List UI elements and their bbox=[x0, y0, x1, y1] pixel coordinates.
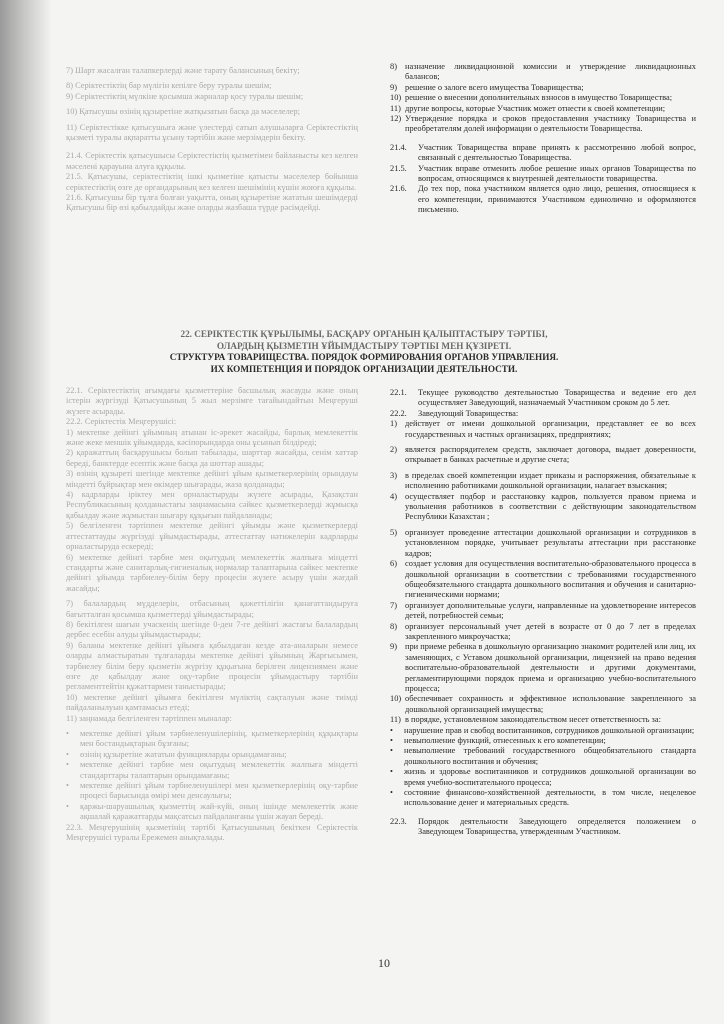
bullet-item: • нарушение прав и свобод воспитанников, сотрудников дошкольной организации; bbox=[390, 725, 695, 735]
kz-line: 8) Серіктестіктің бар мүлігін кепілге беру туралы шешім; bbox=[66, 81, 272, 91]
list-item: 4) осуществляет подбор и расстановку кадров, пользуется правом приема и увольнения работников в соответствии с действующим законодательством Республики Казахстан ; bbox=[390, 491, 696, 522]
kz-line: 7) Шарт жасалған талапкерлерді және тарату балансының бекіту; bbox=[66, 66, 300, 75]
list-item: 6) создает условия для осуществления воспитательно-образовательного процесса в дошкольной организации в соответствии с требованиями государственного общеобязательного стандарта дошкольного воспитания и обучения и санитарно-гигиеническими нормами; bbox=[390, 559, 696, 600]
paragraph: 22.3. Порядок деятельности Заведующего определяется положением о Заведующем Товарищества, утвержденным Участником. bbox=[390, 816, 696, 837]
heading-ru-line2: ИХ КОМПЕТЕНЦИЯ И ПОРЯДОК ОРГАНИЗАЦИИ ДЕЯТЕЛЬНОСТИ. bbox=[210, 363, 518, 374]
kz-item: 3) өзінің құзыреті шегінде мектепке дейінгі ұйым қызметкерлерінің орындауы міндетті бұйрықтар мен өкімдер шығарады, жаза қолданады; bbox=[66, 469, 358, 489]
kz-bullet: • өзінің құзыретіне жататын функцияларды орындамағаны; bbox=[66, 749, 287, 759]
kz-line: 9) Серіктестіктің мүлкіне қосымша жарналар қосу туралы шешім; bbox=[66, 91, 304, 101]
kz-item: 10) мектепке дейінгі ұйымға бекітілген мүліктің сақталуын және тиімді пайдаланылуын қамтамасыз етеді; bbox=[66, 692, 358, 713]
kz-item: 1) мектепке дейінгі ұйымның атынан іс-әрекет жасайды, барлық мемлекеттік және жеке меншік ұйымдарда, кәсіпорындарда оны ұсынып білдіреді; bbox=[66, 427, 358, 448]
kz-bullet: • мектепке дейінгі ұйым тәрбиеленушілерінің, қызметкерлерінің құқықтары мен бостандықтарын бұзғаны; bbox=[66, 729, 358, 749]
kz-para: 21.6. Қатысушы бір тұлға болған уақытта, оның құзыретіне жататын шешімдерді Қатысушы бір өзі қабылдайды және оларды жазбаша түрде рәсімдейді. bbox=[66, 193, 358, 213]
list-item: 1) действует от имени дошкольной организации, представляет ее во всех государственных и частных организациях, предприятиях; bbox=[390, 419, 696, 439]
kz-item: 8) бекітілген шағын учаскенің шегінде 0-ден 7-ге дейінгі жастағы балалардың дербес есебін алуды ұйымдастырады; bbox=[66, 619, 358, 640]
list-item: 11) в порядке, установленном законодательством несет ответственность за: bbox=[390, 715, 661, 725]
list-item: 10) решение о внесении дополнительных взносов в имущество Товарищества; bbox=[390, 93, 673, 103]
heading-kz-line1: 22. СЕРІКТЕСТІК ҚҰРЫЛЫМЫ, БАСҚАРУ ОРГАНЫН ҚАЛЫПТАСТЫРУ ТӘРТІБІ, bbox=[180, 329, 548, 339]
kz-item: 4) кадрларды іріктеу мен орналастыруды жүзеге асырады, Қазақстан Республикасының қолданыстағы заңнамасына сәйкес қызметкерлерді жұмысқа қабылдау және жұмыстан шығару құқығын пайдаланады; bbox=[66, 490, 358, 520]
scan-edge-shadow bbox=[0, 0, 52, 1024]
bullet-item: • невыполнение функций, отнесенных к его компетенции; bbox=[390, 736, 606, 745]
paragraph: 22.1. Текущее руководство деятельностью Товарищества и ведение его дел осуществляет Заведующий, назначаемый Участником сроком до 5 лет. bbox=[390, 388, 696, 408]
heading-kz-line2: ОЛАРДЫҢ ҚЫЗМЕТІН ҰЙЫМДАСТЫРУ ТӘРТІБІ МЕН ҚҰЗІРЕТІ. bbox=[216, 340, 512, 351]
left-top-column bbox=[66, 66, 358, 214]
list-item: 7) организует дополнительные услуги, направленные на удовлетворение интересов детей, потребностей семьи; bbox=[390, 600, 696, 621]
list-item: 3) в пределах своей компетенции издает приказы и распоряжения, обязательные к исполнению работниками дошкольной организации, налагает взыскания; bbox=[390, 470, 696, 491]
kz-bullet: • мектепке дейінгі тәрбие мен оқытудың мемлекеттік жалпыға міндетті стандарттары талаптарын орындамағаны; bbox=[66, 760, 358, 780]
left-bottom-column bbox=[66, 386, 358, 843]
kz-item: 7) балалардың мүдделерін, отбасының қажеттілігін қанағаттандыруға бағытталған қосымша қызметтерді ұйымдастырады; bbox=[66, 599, 358, 619]
kz-para: 22.3. Меңгерушінің қызметінің тәртібі Қатысушының бекіткен Серіктестік Меңгерушісі туралы Ережемен анықталады. bbox=[66, 822, 358, 843]
kz-item: 6) мектепке дейінгі тәрбие мен оқытудың мемлекеттік жалпыға міндетті стандарты және санитарлық-гигиеналық нормалар талаптарына сәйкес мектепке дейінгі ұйымда тәрбиелеу-білім беру процесін жүзеге асыру үшін жағдай жасайды; bbox=[66, 552, 358, 593]
list-item: 9) решение о залоге всего имущества Товарищества; bbox=[390, 82, 584, 92]
paragraph: 21.6. До тех пор, пока участником является одно лицо, решения, относящиеся к его компетенции, принимаются Участником единолично и оформляются письменно. bbox=[390, 184, 696, 215]
bullet-item: • жизнь и здоровье воспитанников и сотрудников дошкольной организации во время учебно-воспитательного процесса; bbox=[390, 767, 696, 787]
list-item: 5) организует проведение аттестации дошкольной организации и сотрудников в установленном порядке, учитывает результаты аттестации при расстановке кадров; bbox=[390, 527, 696, 558]
paragraph: 22.2. Заведующий Товарищества: bbox=[390, 408, 519, 418]
right-bottom-column bbox=[390, 388, 696, 838]
bullet-item: • состояние финансово-хозяйственной деятельности, в том числе, нецелевое использование денег и материальных средств. bbox=[390, 788, 696, 808]
kz-para: 22.1. Серіктестіктің ағымдағы қызметтеріне басшылық жасауды және оның істерін жүргізуді Қатысушының 5 жыл мерзімге тағайындайтын Меңгеруші жүзеге асырады. bbox=[66, 386, 358, 416]
kz-para: 21.5. Қатысушы, серіктестіктің ішкі қызметіне қатысты мәселелер бойынша серіктестіктің өзге де органдарының кез келген шешімінің күшін жоюға құқылы. bbox=[66, 172, 358, 192]
paragraph: 21.5. Участник вправе отменить любое решение иных органов Товарищества по вопросам, относящимся к внутренней деятельности товарищества. bbox=[390, 163, 696, 184]
kz-item: 9) баланы мектепке дейінгі ұйымға қабылдаған кезде ата-аналарын немесе оларды алмастыратын тұлғаларды мектепке дейінгі ұйымның Жарғысымен, тәрбиелеу білім беру қызметін жүргізу құқығына берілген лицензиямен және өзге де қабылдау және оқу-тәрбие процесін ұйымдастыру тәртібін регламенттейтін құжаттармен таныстырады; bbox=[66, 640, 358, 692]
heading-ru-line1: СТРУКТУРА ТОВАРИЩЕСТВА. ПОРЯДОК ФОРМИРОВАНИЯ ОРГАНОВ УПРАВЛЕНИЯ. bbox=[169, 352, 559, 362]
list-item: 8) организует персональный учет детей в возрасте от 0 до 7 лет в пределах закрепленного микроучастка; bbox=[390, 621, 696, 641]
kz-bullet: • қаржы-шаруашылық қызметтің жай-күйі, оның ішінде мемлекеттік және ақшалай қаражаттарды мақсатсыз пайдаланғаны үшін жауап береді. bbox=[66, 801, 358, 822]
kz-item: 2) қаражаттың басқарушысы болып табылады, шарттар жасайды, сенім хаттар береді, банктерде есептік және басқа да шоттар ашады; bbox=[66, 448, 358, 468]
right-top-column bbox=[390, 62, 696, 216]
kz-para: 21.4. Серіктестік қатысушысы Серіктестіктің қызметімен байланысты кез келген мәселені қарауына алуға құқылы. bbox=[66, 151, 358, 171]
list-item: 12) Утверждение порядка и сроков предоставления участнику Товарищества и преобретателям долей информации о деятельности Товарищества. bbox=[390, 114, 696, 134]
bullet-item: • невыполнение требований государственного общеобязательного стандарта дошкольного воспитания и обучения; bbox=[390, 746, 696, 766]
list-item: 11) другие вопросы, которые Участник может отнести к своей компетенции; bbox=[390, 103, 666, 113]
section-heading bbox=[86, 329, 642, 375]
kz-para: 22.2. Серіктестік Меңгерушісі: bbox=[66, 417, 177, 427]
list-item: 8) назначение ликвидационной комиссии и утверждение ликвидационных балансов; bbox=[390, 62, 696, 82]
list-item: 10) обеспечивает сохранность и эффективное использование закрепленного за дошкольной организацией имущества; bbox=[390, 694, 696, 714]
kz-item: 5) белгіленген тәртіппен мектепке дейінгі ұйымды және қызметкерлерді аттестаттауды жүргізуді ұйымдастырады, аттестаттау нәтижелерін кадрларды орналастыруда ескереді; bbox=[66, 521, 358, 552]
kz-line: 11) Серіктестікке қатысушыға және үлестерді сатып алушыларға Серіктестіктің қызметі туралы ақпаратты ұсыну тәртібін және мерзімдерін бекіту. bbox=[66, 122, 358, 143]
kz-line: 10) Қатысушы өзінің құзыретіне жатқызатын басқа да мәселелер; bbox=[66, 107, 300, 117]
list-item: 9) при приеме ребенка в дошкольную организацию знакомит родителей или лиц, их заменяющих, с Уставом дошкольной организации, лицензией на право ведения воспитательно-образовательной деятельности и другими документами, регламентирующими порядок приема и организацию учебно-воспитательного процесса; bbox=[390, 642, 696, 693]
kz-bullet: • мектепке дейінгі ұйым тәрбиеленушілері мен қызметкерлерінің оқу-тәрбие процесі барысында өмірі мен денсаулығы; bbox=[66, 781, 358, 801]
page-number: 10 bbox=[378, 956, 390, 970]
kz-item: 11) заңнамада белгіленген тәртіппен мыналар: bbox=[66, 713, 232, 723]
paragraph: 21.4. Участник Товарищества вправе принять к рассмотрению любой вопрос, связанный с деятельностью Товарищества. bbox=[390, 142, 696, 163]
list-item: 2) является распорядителем средств, заключает договора, выдает доверенности, открывает в банках расчетные и другие счета; bbox=[390, 445, 696, 465]
